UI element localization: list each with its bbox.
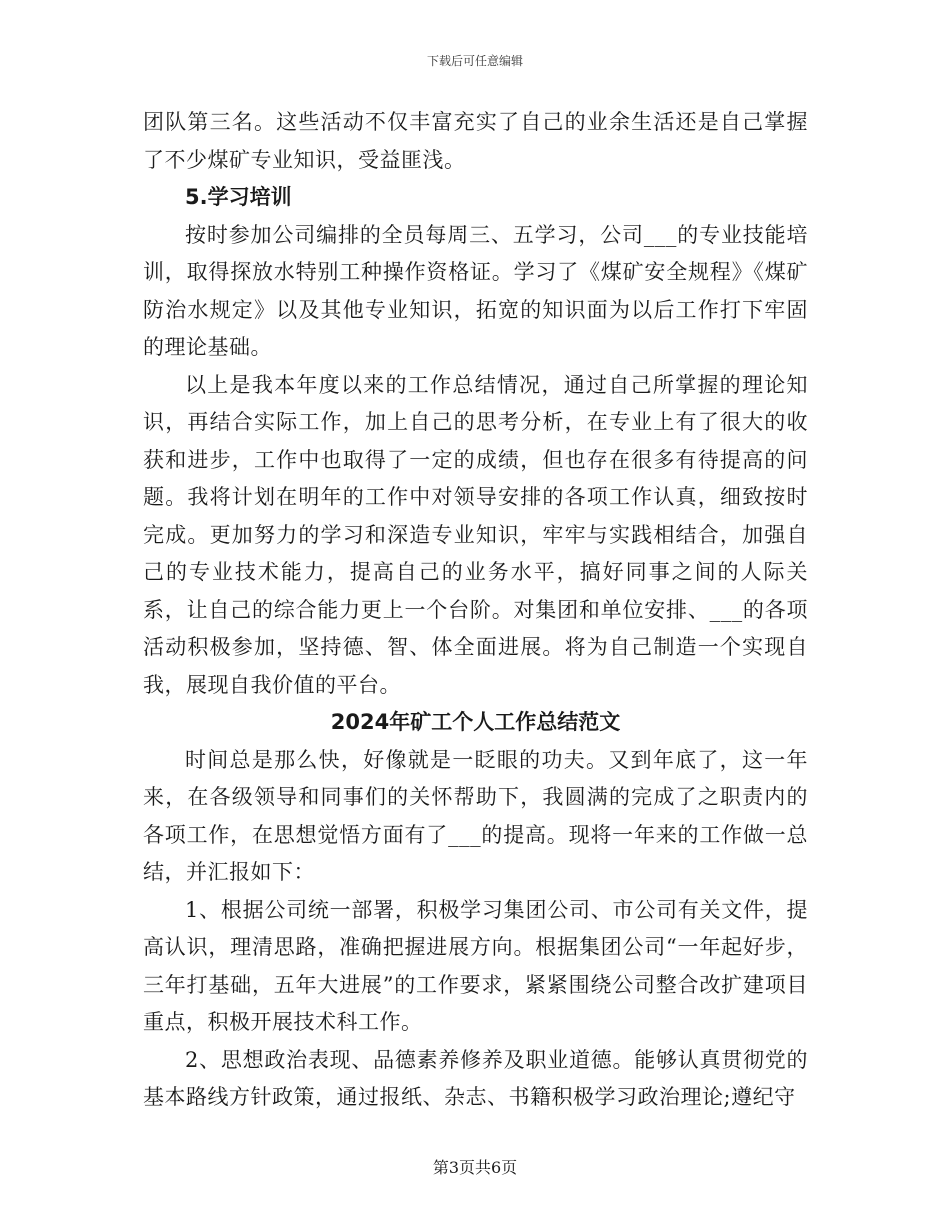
page-footer: 第3页共6页 [432, 1158, 518, 1177]
paragraph: 按时参加公司编排的全员每周三、五学习，公司___的专业技能培训，取得探放水特别工种操作资格证。学习了《煤矿安全规程》《煤矿防治水规定》以及其他专业知识，拓宽的知识面为以后工作打下牢固的理论基础。 [143, 222, 808, 359]
paragraph: 时间总是那么快，好像就是一眨眼的功夫。又到年底了，这一年来，在各级领导和同事们的关怀帮助下，我圆满的完成了之职责内的各项工作，在思想觉悟方面有了___的提高。现将一年来的工作做一总结，并汇报如下： [143, 747, 808, 884]
paragraph: 团队第三名。这些活动不仅丰富充实了自己的业余生活还是自己掌握了不少煤矿专业知识，受益匪浅。 [143, 110, 808, 172]
page-header: 下载后可任意编辑 [426, 54, 523, 68]
document-title: 2024年矿工个人工作总结范文 [330, 710, 621, 734]
paragraph: 以上是我本年度以来的工作总结情况，通过自己所掌握的理论知识，再结合实际工作，加上自己的思考分析，在专业上有了很大的收获和进步，工作中也取得了一定的成绩，但也存在很多有待提高的问题。我将计划在明年的工作中对领导安排的各项工作认真，细致按时完成。更加努力的学习和深造专业知识，牢牢与实践相结合，加强自己的专业技术能力，提高自己的业务水平，搞好同事之间的人际关系，让自己的综合能力更上一个台阶。对集团和单位安排、___的各项活动积极参加，坚持德、智、体全面进展。将为自己制造一个实现自我，展现自我价值的平台。 [143, 372, 808, 697]
paragraph: 1、根据公司统一部署，积极学习集团公司、市公司有关文件，提高认识，理清思路，准确把握进展方向。根据集团公司“一年起好步，三年打基础，五年大进展”的工作要求，紧紧围绕公司整合改扩建项目重点，积极开展技术科工作。 [143, 897, 808, 1034]
paragraph: 2、思想政治表现、品德素养修养及职业道德。能够认真贯彻党的基本路线方针政策，通过报纸、杂志、书籍积极学习政治理论;遵纪守 [143, 1047, 808, 1109]
section-heading: 5.学习培训 [185, 185, 292, 209]
document-body [143, 104, 808, 1117]
